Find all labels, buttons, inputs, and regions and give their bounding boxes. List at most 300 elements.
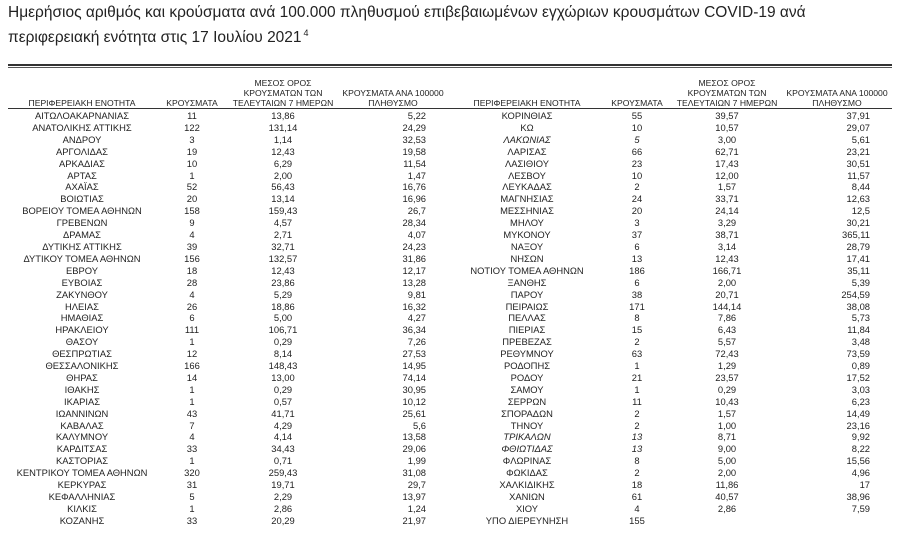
cell-region: ΜΑΓΝΗΣΙΑΣ	[500, 193, 554, 205]
cell-avg7: 5,57	[717, 336, 737, 348]
cell-cases: 11	[187, 110, 197, 121]
header-region: ΠΕΡΙΦΕΡΕΙΑΚΗ ΕΝΟΤΗΤΑ	[473, 98, 581, 108]
cell-cases: 6	[634, 240, 640, 252]
cell-avg7: 72,43	[715, 348, 739, 360]
cell-region: ΙΩΑΝΝΙΝΩΝ	[55, 407, 109, 419]
cell-region: ΔΡΑΜΑΣ	[63, 229, 101, 241]
cell-per100k: 5,22	[407, 110, 426, 121]
table-row	[452, 491, 892, 503]
table-row	[8, 455, 448, 467]
cell-avg7: 1,57	[717, 181, 737, 193]
cell-region: ΑΝΔΡΟΥ	[62, 133, 102, 145]
cell-avg7: 144,14	[712, 300, 742, 312]
table-header-row	[8, 70, 448, 110]
cell-region: ΝΗΣΩΝ	[510, 252, 544, 264]
cell-per100k: 13,97	[402, 491, 426, 502]
table-row	[8, 134, 448, 146]
title-text: Ημερήσιος αριθμός και κρούσματα ανά 100.000 πληθυσμού επιβεβαιωμένων εγχώριων κρουσμάτων COVID-19 ανά περιφερειακή ενότητα στις 17 Ιουλίου 2021	[8, 4, 806, 46]
cell-region: ΛΑΣΙΘΙΟΥ	[504, 157, 550, 169]
cell-region: ΚΙΛΚΙΣ	[67, 502, 97, 514]
cell-cases: 1	[189, 336, 195, 348]
cell-cases: 52	[186, 181, 198, 193]
cell-per100k: 23,16	[846, 419, 870, 431]
cell-avg7: 3,00	[717, 133, 737, 145]
cell-region: ΑΡΚΑΔΙΑΣ	[59, 157, 105, 169]
cell-cases: 158	[184, 205, 200, 217]
cell-region: ΗΛΕΙΑΣ	[65, 300, 99, 312]
table-row	[8, 479, 448, 491]
cell-cases: 166	[184, 360, 200, 372]
cell-per100k: 5,6	[412, 419, 426, 431]
table-row	[452, 443, 892, 455]
cell-cases: 20	[631, 205, 643, 217]
table-row	[452, 181, 892, 193]
table-row	[8, 467, 448, 479]
cell-per100k: 16,96	[402, 193, 426, 205]
cell-cases: 10	[186, 157, 198, 169]
cell-avg7: 62,71	[715, 145, 739, 157]
table-row	[452, 420, 892, 432]
table-header-row	[452, 70, 892, 110]
cell-cases: 10	[631, 169, 643, 181]
cell-region: ΚΑΣΤΟΡΙΑΣ	[55, 455, 109, 467]
table-top-rule-thin	[8, 67, 892, 68]
cell-avg7: 7,86	[717, 312, 737, 324]
table-row	[452, 431, 892, 443]
cell-region: ΦΘΙΩΤΙΔΑΣ	[501, 443, 553, 455]
cell-cases: 66	[631, 145, 643, 157]
cell-avg7: 20,71	[715, 288, 739, 300]
cell-cases: 38	[631, 288, 643, 300]
table-row	[8, 193, 448, 205]
cell-region: ΡΟΔΟΠΗΣ	[503, 360, 551, 372]
cell-avg7: 3,14	[717, 240, 737, 252]
cell-per100k: 13,28	[402, 276, 426, 288]
cell-region: ΗΜΑΘΙΑΣ	[60, 312, 104, 324]
cell-avg7: 8,14	[273, 348, 293, 360]
cell-region: ΒΟΙΩΤΙΑΣ	[60, 193, 104, 205]
cell-avg7: 0,71	[273, 455, 293, 467]
cell-avg7: 2,00	[273, 169, 293, 181]
page-title	[8, 3, 888, 48]
cell-cases: 37	[631, 229, 643, 241]
cell-avg7: 2,71	[273, 229, 293, 241]
cell-cases: 1	[634, 360, 640, 372]
cell-avg7: 159,43	[268, 205, 298, 217]
cell-per100k: 74,14	[402, 371, 426, 383]
cell-cases: 186	[629, 264, 645, 276]
cell-cases: 13	[631, 431, 643, 443]
cell-per100k: 5,61	[851, 133, 870, 145]
cell-region: ΙΚΑΡΙΑΣ	[63, 395, 101, 407]
cell-per100k: 31,08	[402, 467, 426, 479]
cell-avg7: 259,43	[268, 467, 298, 479]
cell-region: ΜΥΚΟΝΟΥ	[503, 229, 551, 241]
table-row	[452, 217, 892, 229]
cell-region: ΥΠΟ ΔΙΕΡΕΥΝΗΣΗ	[485, 514, 569, 526]
cell-cases: 5	[189, 491, 195, 502]
cell-avg7: 23,57	[715, 371, 739, 383]
cell-avg7: 18,86	[271, 300, 295, 312]
cell-region: ΘΗΡΑΣ	[66, 371, 98, 383]
cases-table-left	[8, 70, 448, 527]
table-row	[452, 277, 892, 289]
cell-avg7: 148,43	[268, 360, 298, 372]
cell-per100k: 19,58	[402, 145, 426, 157]
cell-avg7: 56,43	[271, 181, 295, 193]
table-row	[452, 158, 892, 170]
cell-region: ΞΑΝΘΗΣ	[507, 276, 547, 288]
cell-per100k: 9,92	[851, 431, 870, 443]
cell-region: ΚΑΒΑΛΑΣ	[60, 419, 104, 431]
cell-avg7: 4,57	[273, 217, 293, 229]
table-row	[8, 289, 448, 301]
cell-cases: 2	[634, 467, 640, 479]
cell-cases: 31	[186, 479, 198, 491]
cell-per100k: 12,63	[846, 193, 870, 205]
cell-per100k: 12,5	[851, 205, 870, 217]
cell-cases: 20	[186, 193, 198, 205]
table-row	[8, 324, 448, 336]
cell-region: ΣΠΟΡΑΔΩΝ	[501, 407, 553, 419]
table-row	[452, 134, 892, 146]
table-row	[452, 455, 892, 467]
cell-region: ΡΕΘΥΜΝΟΥ	[500, 348, 554, 360]
cell-avg7: 2,86	[273, 502, 293, 514]
cell-avg7: 106,71	[268, 324, 298, 336]
cell-per100k: 23,21	[846, 145, 870, 157]
cell-avg7: 3,29	[717, 217, 737, 229]
cell-per100k: 31,86	[402, 252, 426, 264]
table-row	[452, 205, 892, 217]
cell-per100k: 365,11	[842, 229, 870, 241]
cell-avg7: 6,29	[273, 157, 293, 169]
header-per100k: ΚΡΟΥΣΜΑΤΑ ΑΝΑ 100000 ΠΛΗΘΥΣΜΟ	[786, 88, 888, 108]
cell-per100k: 4,27	[407, 312, 426, 324]
table-row	[8, 241, 448, 253]
table-row	[8, 408, 448, 420]
cell-cases: 3	[634, 217, 640, 229]
cell-region: ΤΡΙΚΑΛΩΝ	[503, 431, 551, 443]
cell-avg7: 10,57	[715, 121, 739, 133]
table-row	[452, 241, 892, 253]
table-row	[8, 301, 448, 313]
cell-avg7: 5,29	[273, 288, 293, 300]
cell-avg7	[672, 515, 782, 527]
cell-region: ΛΑΡΙΣΑΣ	[507, 145, 547, 157]
table-row	[452, 146, 892, 158]
cell-cases: 23	[631, 157, 643, 169]
cell-region: ΧΑΝΙΩΝ	[509, 491, 545, 502]
cell-cases: 6	[634, 276, 640, 288]
cell-cases: 10	[631, 121, 643, 133]
cell-avg7: 41,71	[271, 407, 295, 419]
cell-per100k: 5,73	[851, 312, 870, 324]
cell-region: ΖΑΚΥΝΘΟΥ	[56, 288, 108, 300]
cell-per100k: 24,23	[402, 240, 426, 252]
cell-per100k: 1,47	[407, 169, 426, 181]
cell-per100k: 26,7	[407, 205, 426, 217]
cell-avg7: 12,43	[715, 252, 739, 264]
cell-region: ΔΥΤΙΚΗΣ ΑΤΤΙΚΗΣ	[42, 240, 122, 252]
table-row	[452, 170, 892, 182]
cell-avg7: 17,43	[715, 157, 739, 169]
cell-cases: 61	[631, 491, 643, 502]
cell-cases: 171	[629, 300, 645, 312]
cell-region: ΑΧΑΪΑΣ	[65, 181, 99, 193]
cell-cases: 55	[631, 110, 643, 121]
cell-cases: 18	[186, 264, 198, 276]
cell-cases: 39	[186, 240, 198, 252]
cell-per100k: 4,96	[851, 467, 870, 479]
cell-per100k: 29,07	[846, 121, 870, 133]
cell-avg7: 40,57	[715, 491, 739, 502]
table-row	[452, 265, 892, 277]
cell-cases: 43	[186, 407, 198, 419]
cell-per100k: 30,95	[402, 383, 426, 395]
cell-per100k: 16,76	[402, 181, 426, 193]
cell-region: ΚΕΡΚΥΡΑΣ	[57, 479, 107, 491]
table-row	[8, 443, 448, 455]
cell-per100k: 13,58	[402, 431, 426, 443]
cell-region: ΑΡΤΑΣ	[67, 169, 97, 181]
table-row	[8, 158, 448, 170]
cell-per100k: 38,08	[846, 300, 870, 312]
cell-cases: 9	[189, 217, 195, 229]
cell-per100k: 35,11	[847, 264, 870, 276]
cell-region: ΜΕΣΣΗΝΙΑΣ	[500, 205, 554, 217]
cell-avg7: 2,86	[717, 502, 737, 514]
cell-region: ΑΝΑΤΟΛΙΚΗΣ ΑΤΤΙΚΗΣ	[32, 121, 132, 133]
cell-cases: 11	[632, 395, 642, 407]
cell-cases: 13	[631, 443, 643, 455]
cell-per100k: 14,95	[402, 360, 426, 372]
table-row	[8, 205, 448, 217]
cell-cases: 33	[186, 514, 198, 526]
cell-avg7: 9,00	[717, 443, 737, 455]
cell-cases: 156	[184, 252, 200, 264]
cell-region: ΘΑΣΟΥ	[65, 336, 99, 348]
cell-avg7: 32,71	[271, 240, 295, 252]
cell-per100k: 36,34	[402, 324, 426, 336]
header-cases: ΚΡΟΥΣΜΑΤΑ	[611, 98, 663, 108]
cell-cases: 24	[631, 193, 643, 205]
cell-region: ΚΕΝΤΡΙΚΟΥ ΤΟΜΕΑ ΑΘΗΝΩΝ	[16, 467, 148, 479]
cell-cases: 2	[634, 407, 640, 419]
cell-cases: 8	[634, 455, 640, 467]
cell-per100k: 73,59	[846, 348, 870, 360]
table-row	[452, 515, 892, 527]
cell-cases: 28	[186, 276, 198, 288]
cell-avg7: 0,29	[273, 383, 293, 395]
cell-avg7: 23,86	[271, 276, 295, 288]
cell-cases: 2	[634, 181, 640, 193]
title-footnote: 4	[303, 28, 309, 38]
cell-avg7: 1,14	[273, 133, 293, 145]
cell-cases: 122	[184, 121, 200, 133]
cell-avg7: 2,29	[273, 491, 293, 502]
cell-avg7: 1,00	[717, 419, 737, 431]
cell-cases: 13	[631, 252, 643, 264]
cell-per100k: 7,26	[407, 336, 426, 348]
cell-region: ΓΡΕΒΕΝΩΝ	[56, 217, 108, 229]
cell-cases: 14	[186, 371, 198, 383]
table-row	[452, 479, 892, 491]
cell-per100k: 28,34	[402, 217, 426, 229]
cell-avg7: 166,71	[712, 264, 742, 276]
table-row	[452, 312, 892, 324]
cell-region: ΠΑΡΟΥ	[510, 288, 544, 300]
cell-region: ΧΑΛΚΙΔΙΚΗΣ	[499, 479, 555, 491]
cell-per100k: 10,12	[402, 395, 426, 407]
table-row	[8, 431, 448, 443]
cell-per100k: 21,97	[402, 514, 426, 526]
table-row	[452, 253, 892, 265]
header-per100k: ΚΡΟΥΣΜΑΤΑ ΑΝΑ 100000 ΠΛΗΘΥΣΜΟ	[342, 88, 444, 108]
table-row	[8, 170, 448, 182]
cell-per100k: 30,51	[846, 157, 870, 169]
cell-avg7: 6,43	[717, 324, 737, 336]
cell-per100k: 24,29	[402, 121, 426, 133]
table-row	[8, 420, 448, 432]
cell-per100k: 25,61	[402, 407, 426, 419]
cell-per100k: 8,22	[851, 443, 870, 455]
cell-per100k: 8,44	[851, 181, 870, 193]
cell-avg7: 34,43	[271, 443, 295, 455]
cell-avg7: 10,43	[715, 395, 739, 407]
cell-region: ΘΕΣΣΑΛΟΝΙΚΗΣ	[45, 360, 119, 372]
cell-cases: 4	[189, 431, 195, 443]
cell-region: ΚΑΛΥΜΝΟΥ	[55, 431, 109, 443]
cell-cases: 5	[634, 133, 640, 145]
cell-cases: 111	[184, 324, 200, 336]
table-row	[8, 503, 448, 515]
cell-avg7: 12,43	[271, 145, 295, 157]
cell-avg7: 131,14	[268, 121, 298, 133]
cell-per100k: 11,84	[847, 324, 870, 336]
cell-region: ΚΩ	[520, 121, 534, 133]
cell-per100k: 29,06	[402, 443, 426, 455]
table-row	[452, 301, 892, 313]
cell-avg7: 0,29	[273, 336, 293, 348]
cell-cases: 1	[634, 383, 640, 395]
cell-avg7: 4,14	[273, 431, 293, 443]
cell-per100k: 17,41	[846, 252, 870, 264]
cell-cases: 2	[634, 419, 640, 431]
cell-per100k: 11,54	[403, 157, 426, 169]
cell-per100k: 12,17	[402, 264, 426, 276]
cell-per100k: 1,24	[407, 502, 426, 514]
cell-per100k: 0,89	[851, 360, 870, 372]
cell-region: ΡΟΔΟΥ	[510, 371, 544, 383]
table-row	[8, 253, 448, 265]
table-top-rule	[8, 64, 892, 66]
cell-cases: 12	[186, 348, 198, 360]
cell-region: ΦΩΚΙΔΑΣ	[506, 467, 548, 479]
cell-avg7: 12,00	[715, 169, 739, 181]
cell-region: ΚΕΦΑΛΛΗΝΙΑΣ	[48, 491, 116, 502]
cell-region: ΜΗΛΟΥ	[510, 217, 544, 229]
cell-cases: 4	[634, 502, 640, 514]
table-row	[452, 229, 892, 241]
table-row	[452, 122, 892, 134]
cell-region: ΛΕΣΒΟΥ	[508, 169, 546, 181]
cell-region: ΑΡΓΟΛΙΔΑΣ	[56, 145, 108, 157]
cell-avg7: 0,57	[273, 395, 293, 407]
cell-per100k: 37,91	[846, 110, 870, 121]
cell-per100k: 27,53	[402, 348, 426, 360]
cell-avg7: 39,57	[715, 110, 739, 121]
cell-region: ΠΕΙΡΑΙΩΣ	[505, 300, 549, 312]
cell-region: ΚΟΖΑΝΗΣ	[59, 514, 105, 526]
cell-avg7: 13,14	[271, 193, 295, 205]
cell-region: ΚΟΡΙΝΘΙΑΣ	[501, 110, 553, 121]
cell-cases: 8	[634, 312, 640, 324]
cell-cases: 4	[189, 229, 195, 241]
cell-avg7: 8,71	[717, 431, 737, 443]
cell-cases: 15	[631, 324, 643, 336]
cell-region: ΝΟΤΙΟΥ ΤΟΜΕΑ ΑΘΗΝΩΝ	[470, 264, 584, 276]
table-row	[452, 348, 892, 360]
table-row	[8, 372, 448, 384]
cell-per100k: 16,32	[402, 300, 426, 312]
cell-avg7: 132,57	[268, 252, 298, 264]
table-row	[8, 265, 448, 277]
cell-avg7: 13,00	[271, 371, 295, 383]
cell-region: ΛΑΚΩΝΙΑΣ	[503, 133, 551, 145]
table-row	[8, 396, 448, 408]
cell-cases: 21	[631, 371, 643, 383]
cell-per100k: 5,39	[851, 276, 870, 288]
cell-region: ΒΟΡΕΙΟΥ ΤΟΜΕΑ ΑΘΗΝΩΝ	[22, 205, 142, 217]
cell-per100k: 11,57	[847, 169, 870, 181]
cell-region: ΛΕΥΚΑΔΑΣ	[502, 181, 552, 193]
cell-region: ΑΙΤΩΛΟΑΚΑΡΝΑΝΙΑΣ	[34, 110, 130, 121]
cell-region: ΧΙΟΥ	[515, 502, 539, 514]
cell-per100k	[782, 515, 892, 527]
cell-cases: 1	[189, 502, 195, 514]
table-row	[8, 336, 448, 348]
header-cases: ΚΡΟΥΣΜΑΤΑ	[166, 98, 218, 108]
cell-cases: 7	[189, 419, 195, 431]
table-row	[452, 384, 892, 396]
cell-per100k: 9,81	[407, 288, 426, 300]
cell-avg7: 20,29	[271, 514, 295, 526]
cell-per100k: 4,07	[407, 229, 426, 241]
cell-avg7: 2,00	[717, 467, 737, 479]
table-row	[452, 193, 892, 205]
cell-per100k: 30,21	[846, 217, 870, 229]
cell-avg7: 1,29	[717, 360, 737, 372]
cell-avg7: 13,86	[271, 110, 295, 121]
cell-per100k: 1,99	[407, 455, 426, 467]
cell-avg7: 19,71	[271, 479, 295, 491]
cell-avg7: 4,29	[273, 419, 293, 431]
cell-avg7: 24,14	[715, 205, 739, 217]
table-row	[452, 503, 892, 515]
cell-cases: 33	[186, 443, 198, 455]
cell-cases: 155	[629, 514, 645, 526]
table-row	[452, 396, 892, 408]
cell-per100k: 6,23	[851, 395, 870, 407]
table-row	[452, 408, 892, 420]
cell-region: ΕΥΒΟΙΑΣ	[61, 276, 103, 288]
table-row	[8, 229, 448, 241]
table-row	[8, 277, 448, 289]
cell-region: ΙΘΑΚΗΣ	[64, 383, 100, 395]
cell-cases: 18	[631, 479, 643, 491]
cell-region: ΝΑΞΟΥ	[510, 240, 544, 252]
